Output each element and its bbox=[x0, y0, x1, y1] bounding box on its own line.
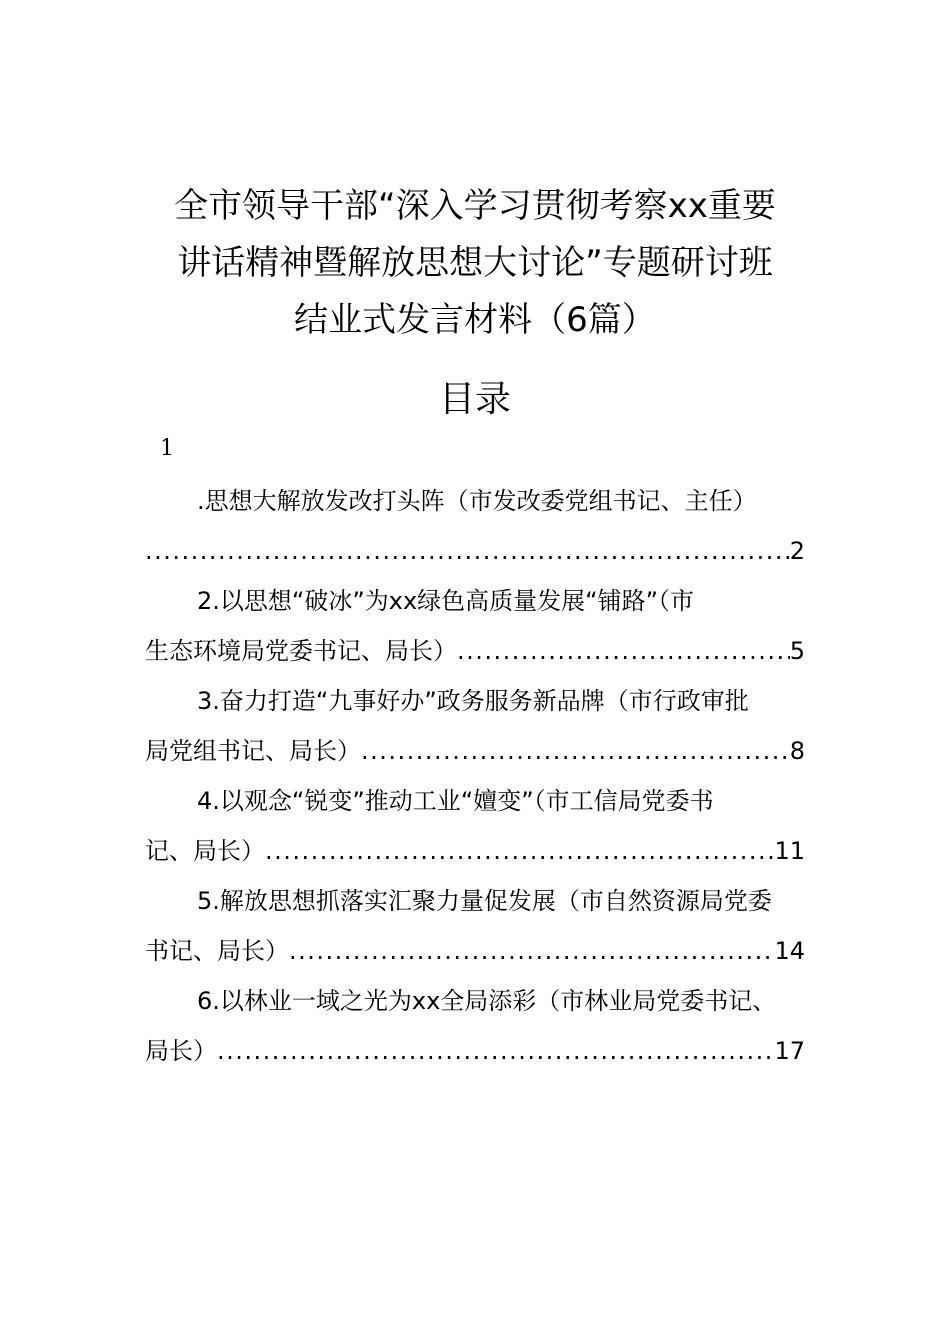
toc-entry-title: .思想大解放发改打头阵（市发改委党组书记、主任） bbox=[197, 487, 757, 515]
title-line-3: 结业式发言材料（6篇） bbox=[294, 300, 656, 340]
toc-stray-number: 1 bbox=[160, 436, 174, 461]
dot-leader bbox=[289, 926, 774, 976]
toc-entry-2[interactable] bbox=[145, 576, 805, 676]
toc-entry-title: 5.解放思想抓落实汇聚力量促发展（市自然资源局党委 bbox=[197, 887, 772, 915]
toc-page-number: 17 bbox=[774, 1037, 805, 1065]
toc-entry-leader-line bbox=[145, 926, 805, 976]
toc-entry-leader-line bbox=[145, 526, 805, 576]
toc-entry-title-cont: 局党组书记、局长） bbox=[145, 737, 361, 765]
toc-entry-leader-line bbox=[145, 1026, 805, 1076]
dot-leader bbox=[217, 1026, 774, 1076]
title-line-2: 讲话精神暨解放思想大讨论”专题研讨班 bbox=[177, 243, 773, 283]
title-line-1: 全市领导干部“深入学习贯彻考察xx重要 bbox=[174, 186, 776, 226]
toc-page-number: 2 bbox=[789, 537, 805, 565]
toc-entry-4[interactable] bbox=[145, 776, 805, 876]
toc-entry-title-cont: 记、局长） bbox=[145, 837, 265, 865]
document-title bbox=[120, 178, 830, 349]
toc-entry-title-line bbox=[145, 976, 887, 1026]
toc-entry-title-cont: 局长） bbox=[145, 1037, 217, 1065]
toc-page-number: 14 bbox=[774, 937, 805, 965]
toc-entry-title: 2.以思想“破冰”为xx绿色高质量发展“铺路”（市 bbox=[197, 587, 695, 615]
toc-entry-title-cont: 书记、局长） bbox=[145, 937, 289, 965]
table-of-contents bbox=[145, 476, 805, 1076]
toc-entry-title-line bbox=[145, 776, 805, 826]
toc-entry-title-cont: 生态环境局党委书记、局长） bbox=[145, 637, 457, 665]
toc-entry-title: 4.以观念“锐变”推动工业“嬗变”（市工信局党委书 bbox=[197, 787, 714, 815]
dot-leader bbox=[457, 626, 790, 676]
toc-entry-title-line bbox=[145, 676, 805, 726]
toc-entry-1[interactable] bbox=[145, 476, 805, 576]
toc-page-number: 5 bbox=[789, 637, 805, 665]
toc-entry-leader-line bbox=[145, 726, 805, 776]
toc-entry-title-line bbox=[145, 876, 805, 926]
toc-entry-leader-line bbox=[145, 626, 805, 676]
toc-heading: 目录 bbox=[438, 379, 511, 420]
toc-entry-3[interactable] bbox=[145, 676, 805, 776]
toc-page-number: 8 bbox=[789, 737, 805, 765]
dot-leader bbox=[145, 526, 790, 576]
dot-leader bbox=[361, 726, 790, 776]
toc-entry-5[interactable] bbox=[145, 876, 805, 976]
dot-leader bbox=[265, 826, 774, 876]
toc-entry-6[interactable] bbox=[145, 976, 805, 1076]
toc-entry-title-line bbox=[145, 476, 805, 526]
toc-page-number: 11 bbox=[774, 837, 805, 865]
toc-entry-leader-line bbox=[145, 826, 805, 876]
toc-entry-title: 6.以林业一域之光为xx全局添彩（市林业局党委书记、 bbox=[197, 987, 777, 1015]
toc-entry-title-line bbox=[145, 576, 805, 626]
toc-entry-title: 3.奋力打造“九事好办”政务服务新品牌（市行政审批 bbox=[197, 687, 749, 715]
